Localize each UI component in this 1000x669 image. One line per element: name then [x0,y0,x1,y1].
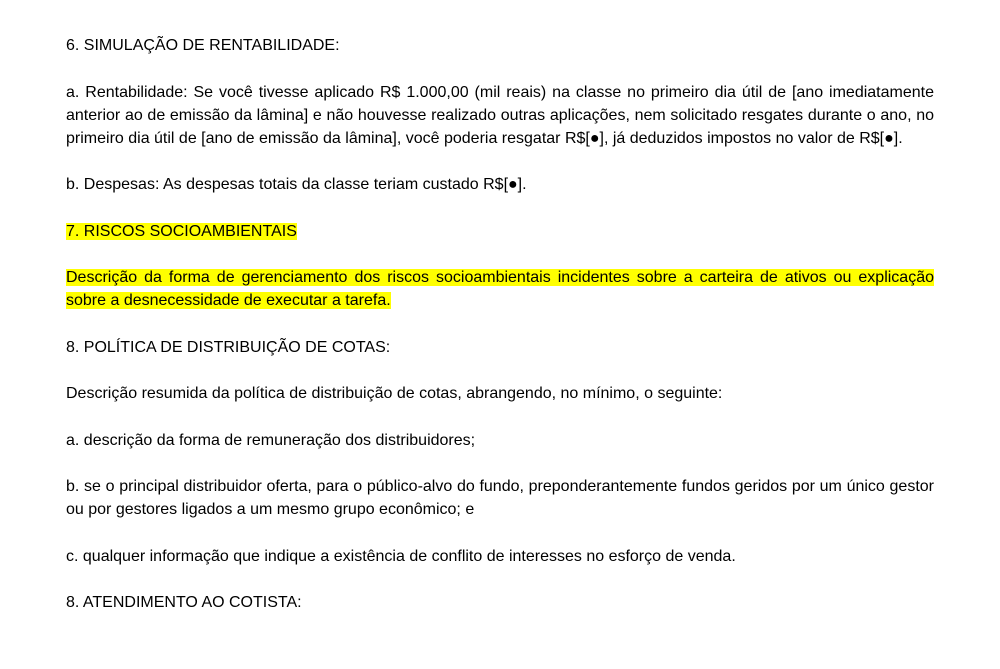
section-6-heading: 6. SIMULAÇÃO DE RENTABILIDADE: [66,37,340,54]
document-page [66,34,934,638]
section-8-distribution-heading: 8. POLÍTICA DE DISTRIBUIÇÃO DE COTAS: [66,338,391,356]
section-8-distribution-item-a: a. descrição da forma de remuneração dos distribuidores; [66,431,476,449]
section-7-description-wrapper [66,266,934,312]
section-7-heading-wrapper [66,220,934,243]
section-8-distribution-intro: Descrição resumida da política de distribuição de cotas, abrangendo, no mínimo, o seguinte: [66,385,723,402]
section-8-distribution-item-c: c. qualquer informação que indique a existência de conflito de interesses no esforço de venda. [66,547,736,565]
section-8-service-heading: 8. ATENDIMENTO AO COTISTA: [66,594,302,611]
section-6-item-b-despesas: b. Despesas: As despesas totais da classe teriam custado R$[●]. [66,176,527,193]
section-6-item-a-rentabilidade: a. Rentabilidade: Se você tivesse aplicado R$ 1.000,00 (mil reais) na classe no primeiro dia útil de [ano imediatamente anterior ao de emissão da lâmina] e não houvesse realizado outras aplicações, nem solicitado resgates durante o ano, no primeiro dia útil de [ano de emissão da lâmina], você poderia resgatar R$[●], já deduzidos impostos no valor de R$[●]. [66,83,934,147]
section-7-description: Descrição da forma de gerenciamento dos riscos socioambientais incidentes sobre a carteira de ativos ou explicação sobre a desnecessidade de executar a tarefa. [66,269,934,309]
section-7-heading: 7. RISCOS SOCIOAMBIENTAIS [66,222,297,240]
section-8-distribution-item-b: b. se o principal distribuidor oferta, para o público-alvo do fundo, preponderantemente fundos geridos por um único gestor ou por gestores ligados a um mesmo grupo econômico; e [66,478,934,518]
